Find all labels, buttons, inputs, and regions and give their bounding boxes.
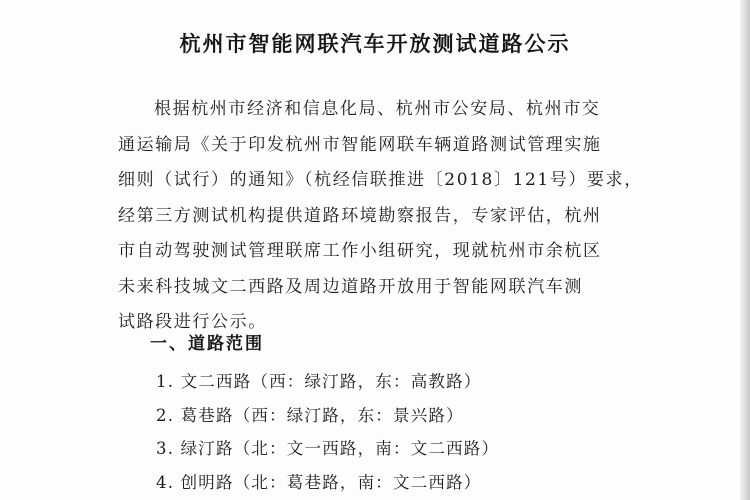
- section-heading-road-scope: 一、道路范围: [150, 334, 264, 354]
- paragraph-line: 根据杭州市经济和信息化局、杭州市公安局、杭州市交: [154, 99, 601, 119]
- document-title: 杭州市智能网联汽车开放测试道路公示: [179, 31, 571, 56]
- paragraph-line: 经第三方测试机构提供道路环境勘察报告，专家评估，杭州: [118, 205, 602, 226]
- paragraph-line: 试路段进行公示。: [118, 312, 267, 332]
- road-list-item: 2. 葛巷路（西：绿汀路，东：景兴路）: [156, 405, 464, 425]
- road-list-item: 4. 创明路（北：葛巷路，南：文二西路）: [156, 472, 482, 492]
- road-list-item: 1. 文二西路（西：绿汀路，东：高教路）: [156, 372, 482, 391]
- paragraph-line: 通运输局《关于印发杭州市智能网联车辆道路测试管理实施: [118, 134, 602, 155]
- announcement-paragraph: [118, 92, 643, 341]
- road-list-item: 3. 绿汀路（北：文一西路，南：文二西路）: [156, 439, 500, 458]
- scan-edge-shadow: [740, 0, 750, 500]
- paragraph-line: 未来科技城文二西路及周边道路开放用于智能网联汽车测: [118, 276, 583, 297]
- paragraph-line: 市自动驾驶测试管理联席工作小组研究，现就杭州市余杭区: [118, 241, 602, 261]
- paragraph-line: 细则（试行）的通知》（杭经信联推进〔2018〕121号）要求，: [118, 170, 643, 190]
- road-list: [156, 365, 616, 499]
